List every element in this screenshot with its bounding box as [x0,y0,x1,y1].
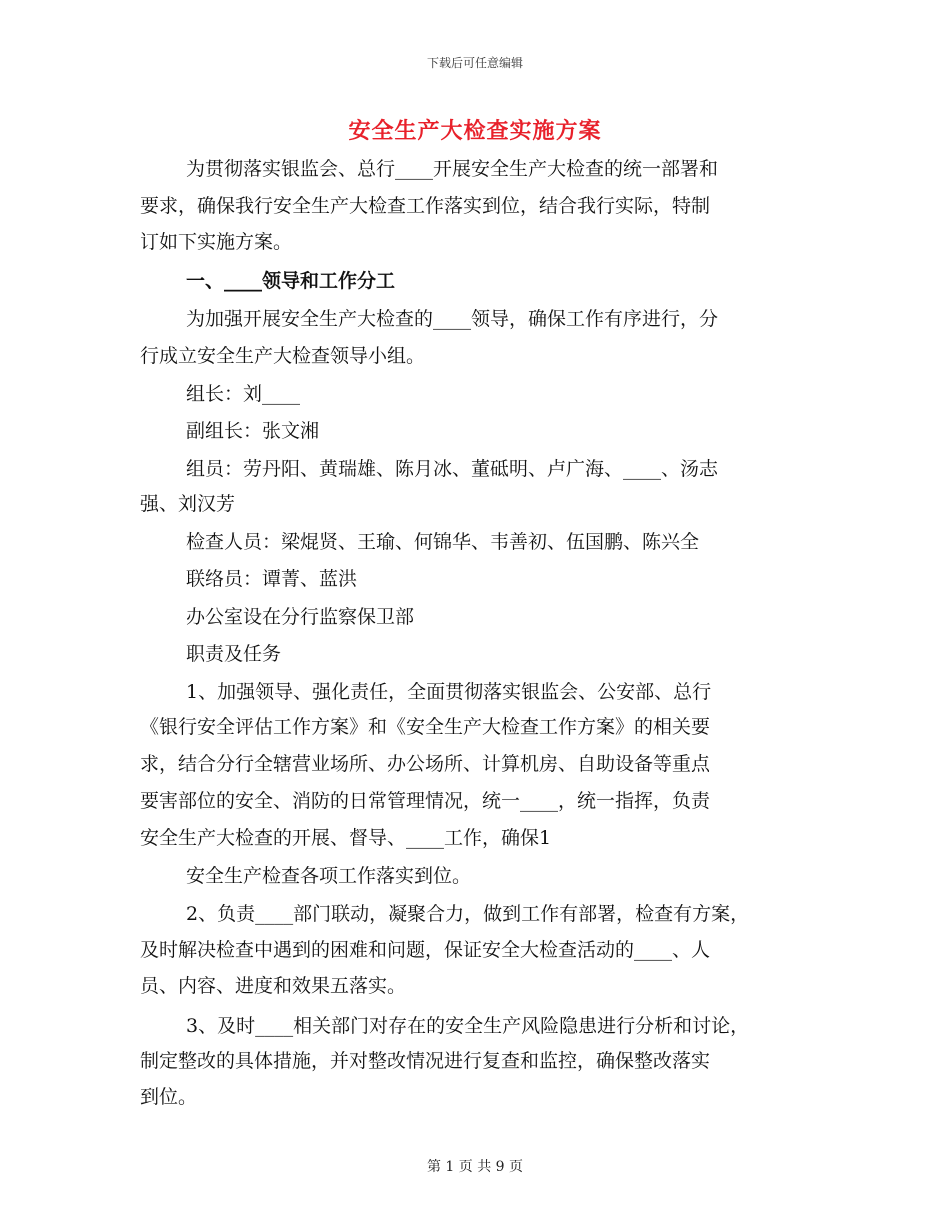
body-line: 安全生产大检查的开展、督导、____工作，确保1 [140,827,552,849]
body-line: 办公室设在分行监察保卫部 [186,606,415,628]
header-note: 下载后可任意编辑 [426,56,523,70]
body-line: 及时解决检查中遇到的困难和问题，保证安全大检查活动的____、人 [140,939,711,961]
body-line: 到位。 [140,1086,198,1108]
body-line: 《银行安全评估工作方案》和《安全生产大检查工作方案》的相关要 [140,716,711,738]
page-number: 第 1 页 共 9 页 [426,1159,524,1175]
body-line: 制定整改的具体措施，并对整改情况进行复查和监控，确保整改落实 [140,1050,711,1072]
body-line: 行成立安全生产大检查领导小组。 [140,345,426,367]
body-line: 订如下实施方案。 [140,231,293,253]
body-line: 副组长：张文湘 [186,420,320,442]
body-line: 3、及时____相关部门对存在的安全生产风险隐患进行分析和讨论， [186,1015,750,1037]
body-line: 1、加强领导、强化责任，全面贯彻落实银监会、公安部、总行 [186,681,712,703]
body-line: 2、负责____部门联动，凝聚合力，做到工作有部署，检查有方案， [186,903,750,925]
body-line: 为加强开展安全生产大检查的____领导，确保工作有序进行，分 [186,308,719,330]
body-line: 为贯彻落实银监会、总行____开展安全生产大检查的统一部署和 [186,158,719,180]
section-heading: 一、____领导和工作分工 [186,270,396,292]
body-line: 求，结合分行全辖营业场所、办公场所、计算机房、自助设备等重点 [140,753,711,775]
body-line: 要求，确保我行安全生产大检查工作落实到位，结合我行实际，特制 [140,195,711,217]
body-line: 强、刘汉芳 [140,493,236,515]
body-line: 检查人员：梁焜贤、王瑜、何锦华、韦善初、伍国鹏、陈兴全 [186,531,700,553]
document-title: 安全生产大检查实施方案 [348,118,602,144]
body-line: 要害部位的安全、消防的日常管理情况，统一____，统一指挥，负责 [140,790,711,812]
body-line: 联络员：谭菁、蓝洪 [186,568,358,590]
body-line: 安全生产检查各项工作落实到位。 [186,865,472,887]
body-line: 组员：劳丹阳、黄瑞雄、陈月冰、董砥明、卢广海、____、汤志 [186,458,719,480]
body-line: 员、内容、进度和效果五落实。 [140,975,407,997]
body-line: 组长：刘____ [186,383,301,405]
body-line: 职责及任务 [186,643,282,665]
